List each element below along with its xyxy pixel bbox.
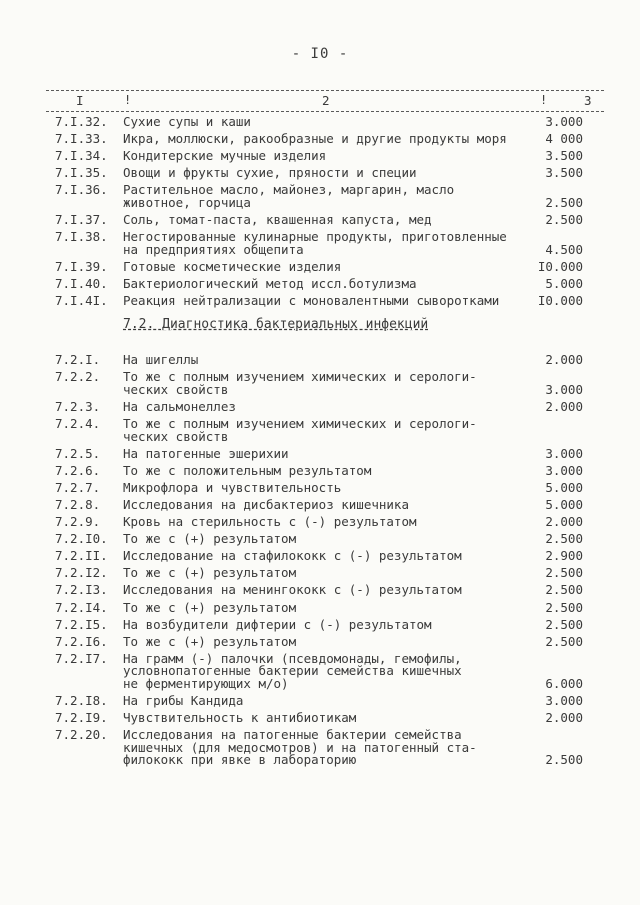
description-line: То же с положительным результатом [123,462,372,478]
item-price: 4 000 [545,131,583,147]
description-line: Кровь на стерильность с (-) результатом [123,514,417,530]
item-number: 7.2.I. [55,352,101,368]
table-row [0,231,640,256]
item-price: 2.500 [545,211,583,227]
item-number: 7.I.32. [55,114,108,129]
item-number: 7.I.4I. [55,292,108,308]
item-price: 2.500 [545,565,583,581]
description-line: Исследование на стафилококк с (-) результатом [123,548,462,564]
item-price: 2.000 [545,352,583,368]
item-price: 2.000 [545,710,583,726]
item-description [123,292,533,308]
description-line: То же с (+) результатом [123,599,297,615]
table-row [0,599,640,615]
item-price: 5.000 [545,479,583,495]
table-row [0,550,640,563]
table-row [0,729,640,767]
item-description [123,445,533,461]
description-line: Реакция нейтрализации с моновалентными сыворотками [123,292,500,308]
item-number: 7.I.39. [55,258,108,274]
column-header-1: I [76,93,84,108]
description-line: Исследования на патогенные бактерии семейства [123,727,462,743]
price-list [0,116,640,771]
item-description [123,211,533,227]
description-line: Сухие супы и каши [123,114,251,129]
table-header-rule [46,111,604,112]
item-number: 7.I.35. [55,165,108,181]
column-header-2: 2 [322,93,330,108]
item-description [123,533,533,546]
section-7-2-rows [0,354,640,766]
item-description [123,584,533,597]
item-number: 7.2.8. [55,497,101,512]
description-line: филококк при явке в лабораторию [123,752,357,768]
item-number: 7.2.I0. [55,531,108,547]
item-description [123,418,533,443]
item-number: 7.2.7. [55,479,101,495]
item-price: 6.000 [545,675,583,691]
item-number: 7.2.20. [55,727,108,743]
item-description [123,633,533,649]
table-row [0,692,640,708]
column-separator: ! [124,93,132,107]
description-line: ческих свойств [123,428,229,444]
item-description [123,599,533,615]
item-number: 7.2.I2. [55,565,108,581]
item-number: 7.I.36. [55,182,108,198]
item-description [123,479,533,495]
description-line: Бактериологический метод иссл.ботулизма [123,275,417,291]
item-price: 5.000 [545,275,583,291]
item-description [123,231,533,256]
table-row [0,633,640,649]
item-description [123,550,533,563]
description-line: ческих свойств [123,381,229,397]
item-price: 3.000 [545,462,583,478]
description-line: То же с (+) результатом [123,531,297,547]
table-row [0,616,640,632]
description-line: Исследования на дисбактериоз кишечника [123,497,409,512]
item-price: 3.000 [545,381,583,397]
table-row [0,445,640,461]
item-number: 7.I.37. [55,211,108,227]
table-row [0,567,640,580]
table-row [0,258,640,274]
description-line: Микрофлора и чувствительность [123,479,342,495]
description-line: На шигеллы [123,352,199,368]
item-price: 3.000 [545,114,583,129]
item-description [123,729,533,767]
description-line: животное, горчица [123,194,251,210]
item-price: 2.500 [545,616,583,632]
description-line: не ферментирующих м/о) [123,675,289,691]
item-description [123,567,533,580]
description-line: То же с (+) результатом [123,633,297,649]
description-line: То же с (+) результатом [123,565,297,581]
column-separator: ! [540,93,548,107]
section-heading: 7.2. Диагностика бактериальных инфекций [123,317,429,333]
item-description [123,516,533,529]
item-description [123,650,533,691]
description-line: То же с полным изучением химических и серологи- [123,369,477,385]
item-number: 7.2.4. [55,416,101,432]
table-row [0,499,640,512]
item-description [123,462,533,478]
page-number: - I0 - [291,46,349,62]
item-price: 3.500 [545,148,583,164]
item-description [123,258,533,274]
item-description [123,354,533,367]
item-price: 3.000 [545,692,583,708]
item-number: 7.2.6. [55,462,101,478]
item-description [123,712,533,725]
item-description [123,133,533,146]
item-number: 7.2.I8. [55,692,108,708]
item-number: 7.2.3. [55,399,101,415]
item-price: 2.900 [545,548,583,564]
description-line: Чувствительность к антибиотикам [123,710,357,726]
table-row [0,462,640,478]
description-line: То же с полным изучением химических и серологи- [123,416,477,432]
table-row [0,533,640,546]
description-line: Икра, моллюски, ракообразные и другие продукты моря [123,131,507,147]
item-price: 2.500 [545,599,583,615]
description-line: Растительное масло, майонез, маргарин, масло [123,182,455,198]
item-description [123,167,533,180]
table-row [0,150,640,163]
description-line: Исследования на менингококк с (-) результатом [123,582,462,598]
description-line: На возбудители дифтерии с (-) результатом [123,616,432,632]
item-number: 7.2.II. [55,548,108,564]
table-row [0,371,640,396]
description-line: Соль, томат-паста, квашенная капуста, мед [123,211,432,227]
item-price: 3.000 [545,445,583,461]
table-row [0,516,640,529]
description-line: на предприятиях общепита [123,241,304,257]
table-row [0,184,640,209]
section-7-1-rows [0,116,640,307]
item-number: 7.2.I6. [55,633,108,649]
item-number: 7.2.5. [55,445,101,461]
item-number: 7.2.I4. [55,599,108,615]
item-price: 4.500 [545,241,583,257]
item-number: 7.I.40. [55,275,108,291]
description-line: На сальмонеллез [123,399,236,415]
item-price: 2.500 [545,531,583,547]
item-description [123,275,533,291]
item-price: 3.500 [545,165,583,181]
item-number: 7.2.I3. [55,582,108,598]
description-line: Готовые косметические изделия [123,258,342,274]
item-description [123,116,533,129]
item-description [123,150,533,163]
table-row [0,354,640,367]
table-row [0,275,640,291]
item-number: 7.2.2. [55,369,101,385]
table-row [0,133,640,146]
item-price: 2.500 [545,194,583,210]
table-row [0,211,640,227]
item-number: 7.I.33. [55,131,108,147]
table-row [0,418,640,443]
item-description [123,616,533,632]
item-number: 7.I.34. [55,148,108,164]
description-line: условнопатогенные бактерии семейства кишечных [123,663,462,679]
item-number: 7.I.38. [55,229,108,245]
description-line: Негостированные кулинарные продукты, приготовленные [123,229,507,245]
table-top-rule [46,90,604,91]
table-row [0,401,640,414]
table-row [0,650,640,691]
table-row [0,584,640,597]
item-number: 7.2.I5. [55,616,108,632]
item-description [123,499,533,512]
description-line: кишечных (для медосмотров) и на патогенный ста- [123,739,477,755]
item-price: I0.000 [537,292,583,308]
item-price: 2.500 [545,752,583,768]
item-price: 2.500 [545,582,583,598]
item-description [123,371,533,396]
table-row [0,116,640,129]
description-line: На грамм (-) палочки (псевдомонады, гемофилы, [123,650,462,666]
item-number: 7.2.9. [55,514,101,530]
description-line: Овощи и фрукты сухие, пряности и специи [123,165,417,181]
table-row [0,479,640,495]
column-header-3: 3 [584,93,592,108]
table-row [0,712,640,725]
item-price: 2.000 [545,514,583,530]
item-price: 5.000 [545,497,583,512]
table-row [0,167,640,180]
table-row [0,292,640,308]
description-line: Кондитерские мучные изделия [123,148,327,164]
description-line: На патогенные эшерихии [123,445,289,461]
item-price: 2.500 [545,633,583,649]
description-line: На грибы Кандида [123,692,244,708]
item-description [123,401,533,414]
item-price: 2.000 [545,399,583,415]
item-description [123,692,533,708]
item-number: 7.2.I7. [55,650,108,666]
item-number: 7.2.I9. [55,710,108,726]
item-price: I0.000 [537,258,583,274]
item-description [123,184,533,209]
